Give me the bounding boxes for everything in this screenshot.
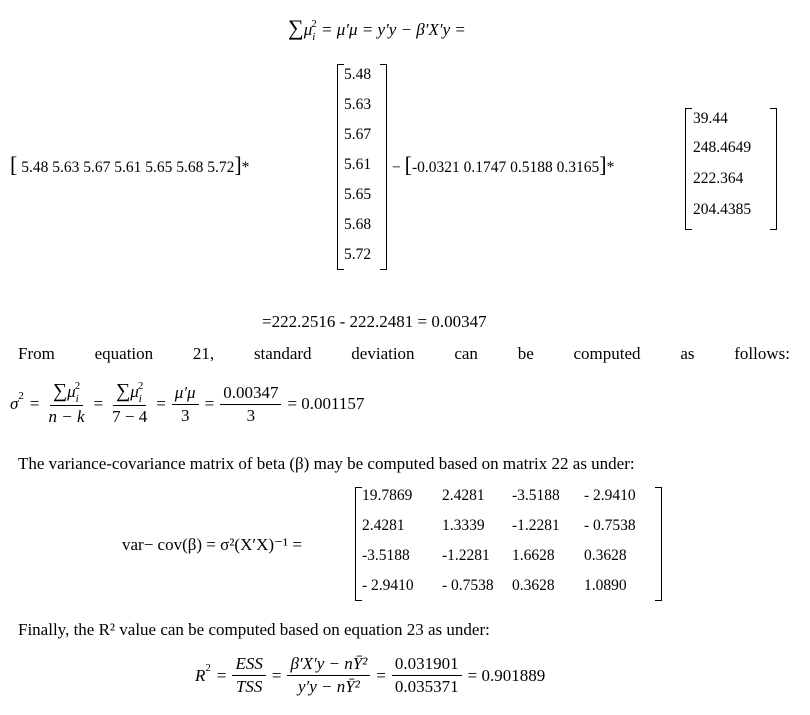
xy-vector-value: 248.4649 [693, 139, 752, 156]
matrix-cell: 1.6628 [512, 547, 555, 564]
word: standard [253, 344, 312, 363]
numerator: 0.00347 [220, 382, 281, 405]
matrix-cell: - 0.7538 [442, 577, 494, 594]
column-vector-value: 5.72 [344, 246, 372, 263]
minus-sign: − [392, 159, 401, 176]
variance-result: = 0.001157 [287, 394, 365, 413]
row-vector-value: 5.61 [114, 159, 142, 176]
column-vector-value: 5.68 [344, 216, 372, 233]
beta-value: -0.0321 [411, 159, 460, 176]
matrix-left-bracket [355, 487, 362, 601]
mu-symbol: μ [130, 382, 139, 401]
superscript-2: 2 [205, 661, 211, 674]
word: can [454, 344, 478, 363]
sum-squared-residuals-equation [288, 15, 466, 41]
denominator: 3 [246, 405, 256, 425]
denominator: 3 [180, 405, 190, 425]
fraction-mumu-over-3 [172, 382, 199, 427]
r2-sentence: Finally, the R² value can be computed based on equation 23 as under: [18, 620, 490, 639]
superscript-2: 2 [137, 380, 144, 392]
multiply-sign: * [606, 159, 615, 176]
var-cov-label: var− cov(β) = σ²(X′X)⁻¹ = [122, 535, 302, 554]
fraction-value-over-3 [220, 382, 281, 427]
summation-symbol: ∑ [288, 15, 304, 40]
matrix-cell: 2.4281 [362, 517, 405, 534]
matrix-row [362, 517, 636, 535]
r2-result: = 0.901889 [467, 665, 546, 685]
word: be [517, 344, 534, 363]
column-vector-value: 5.63 [344, 96, 372, 113]
variance-equation: σ 2 = $\frac{\sum\mu_i^2}{n - k}$ = $\frac{\sum\mu_i^2}{7 - 4}$ = $\frac{\mu'\mu}{3}$ = $\frac{0.00347}{3}$ = 0.001157 [10, 380, 365, 426]
matrix-cell: 0.3628 [512, 577, 555, 594]
numerator: β′X′y − nȲ² [287, 653, 370, 676]
beta-open-bracket: [ [404, 152, 412, 177]
row-vector-value: 5.48 [21, 159, 49, 176]
word: computed [573, 344, 641, 363]
word: follows: [734, 344, 790, 363]
matrix-cell: -3.5188 [512, 487, 560, 504]
row-vector-value: 5.67 [83, 159, 111, 176]
var-cov-sentence: The variance-covariance matrix of beta (β) may be computed based on matrix 22 as under: [18, 454, 635, 473]
matrix-cell: -1.2281 [512, 517, 560, 534]
denominator: TSS [235, 677, 263, 696]
matrix-cell: 0.3628 [584, 547, 627, 564]
fraction-sum-over-nk [45, 380, 87, 428]
residual-row-vector [10, 152, 249, 178]
denominator: n − k [48, 407, 85, 426]
beta-close-bracket: ] [599, 152, 607, 177]
row-vector-value: 5.72 [207, 159, 235, 176]
column-vector-value: 5.48 [344, 66, 372, 83]
result-line: =222.2516 - 222.2481 = 0.00347 [262, 312, 487, 331]
summation-symbol: ∑ [115, 380, 131, 402]
word: as [680, 344, 695, 363]
xy-vector-value: 222.364 [693, 170, 744, 187]
from-equation-line [18, 344, 790, 364]
matrix-row [362, 487, 636, 505]
summation-symbol: ∑ [52, 380, 68, 402]
sigma-symbol: σ [10, 394, 19, 413]
fraction-ess-over-tss [232, 653, 265, 698]
numerator: ESS [232, 653, 265, 676]
equation-rest: = μ′μ = y′y − β′X′y = [316, 20, 466, 39]
row-vector-value: 5.63 [52, 159, 80, 176]
row-vector-open-bracket: [ [10, 152, 18, 177]
multiply-sign: * [241, 159, 250, 176]
subscript-i: i [138, 393, 142, 405]
superscript-2: 2 [18, 390, 24, 402]
r-symbol: R [195, 665, 206, 685]
matrix-cell: 19.7869 [362, 487, 413, 504]
matrix-row [362, 577, 627, 595]
column-vector-value: 5.67 [344, 126, 372, 143]
word: From [18, 344, 55, 363]
numerator: 0.031901 [392, 653, 462, 676]
subscript-i: i [75, 393, 79, 405]
matrix-cell: - 2.9410 [362, 577, 414, 594]
beta-value: 0.3165 [556, 159, 600, 176]
fraction-explained-over-total [287, 653, 370, 698]
fraction-values [392, 653, 462, 698]
matrix-cell: 1.0890 [584, 577, 627, 594]
word: deviation [351, 344, 415, 363]
row-vector-value: 5.68 [176, 159, 204, 176]
column-vector-left-bracket [337, 64, 344, 270]
row-vector-value: 5.65 [145, 159, 173, 176]
mu-symbol: μ [67, 382, 76, 401]
row-vector-close-bracket: ] [234, 152, 242, 177]
column-vector-value: 5.61 [344, 156, 372, 173]
beta-row-vector [392, 152, 614, 178]
matrix-cell: 1.3339 [442, 517, 485, 534]
matrix-cell: - 2.9410 [584, 487, 636, 504]
matrix-row [362, 547, 627, 565]
denominator: 0.035371 [394, 677, 459, 696]
column-vector-right-bracket [380, 64, 387, 270]
mu-symbol: μ [303, 20, 313, 39]
superscript-2: 2 [74, 380, 81, 392]
denominator: y′y − nȲ² [297, 677, 360, 696]
xy-vector-value: 39.44 [693, 110, 728, 127]
word: 21, [192, 344, 215, 363]
beta-value: 0.5188 [510, 159, 553, 176]
r2-equation: R 2 = $\frac{\text{ESS}}{\text{TSS}}$ = $\frac{\text{β′X′y − nȲ²}}{\text{y′y − nȲ²}}$ = $\frac{0.031901}{0.035371}$ = 0.901889 [195, 654, 546, 696]
xy-vector-value: 204.4385 [693, 201, 752, 218]
matrix-cell: -1.2281 [442, 547, 490, 564]
column-vector-value: 5.65 [344, 186, 372, 203]
superscript-2: 2 [311, 18, 317, 30]
matrix-cell: -3.5188 [362, 547, 410, 564]
word: equation [94, 344, 154, 363]
beta-value: 0.1747 [463, 159, 507, 176]
subscript-i: i [312, 31, 316, 43]
matrix-right-bracket [655, 487, 662, 601]
xy-vector-right-bracket [770, 108, 777, 230]
denominator: 7 − 4 [112, 407, 148, 426]
xy-vector-left-bracket [685, 108, 692, 230]
matrix-cell: 2.4281 [442, 487, 485, 504]
fraction-sum-over-7-4 [109, 380, 150, 428]
matrix-cell: - 0.7538 [584, 517, 636, 534]
numerator: μ′μ [172, 382, 199, 405]
